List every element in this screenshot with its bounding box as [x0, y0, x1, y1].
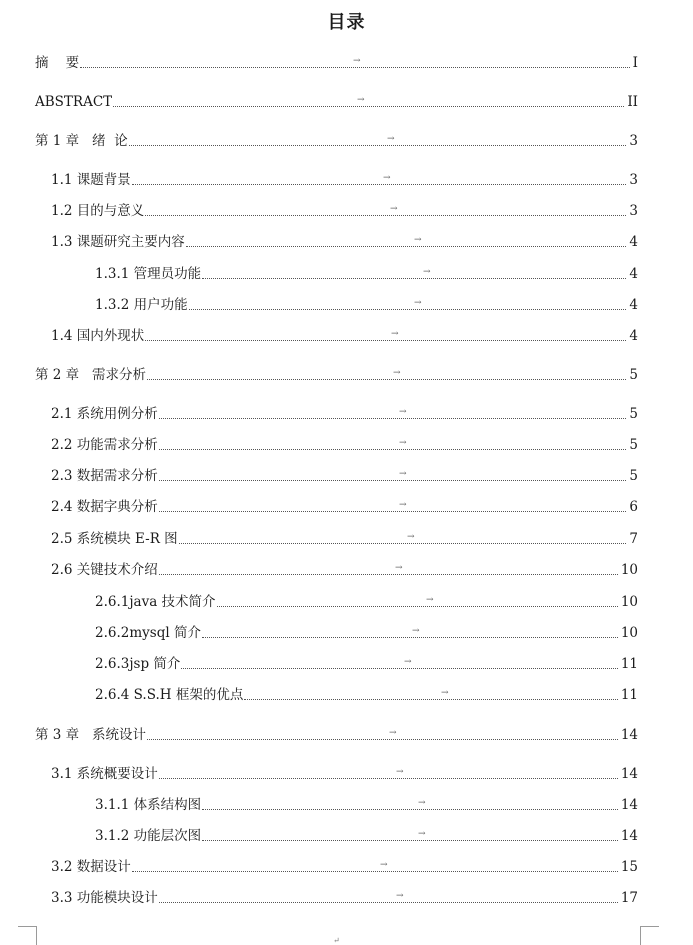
toc-entry-label: 3.2 数据设计	[51, 859, 131, 875]
toc-entry-label: 第 3 章 系统设计	[35, 727, 147, 743]
dotted-leader	[147, 379, 632, 380]
toc-entry-page-number: 14	[620, 828, 638, 844]
toc-entry-page-number: 15	[620, 859, 638, 875]
toc-entry-label: 2.2 功能需求分析	[51, 437, 158, 453]
toc-entry-page-number: 4	[629, 297, 638, 313]
toc-entry[interactable]	[0, 685, 693, 705]
toc-entry[interactable]	[0, 764, 693, 784]
toc-entry[interactable]	[0, 654, 693, 674]
toc-entry-label: 1.2 目的与意义	[51, 203, 145, 219]
dotted-leader	[189, 309, 632, 310]
toc-entry-label: 2.1 系统用例分析	[51, 406, 158, 422]
dotted-leader	[244, 699, 632, 700]
tab-mark-icon: →	[380, 860, 388, 870]
dotted-leader	[132, 184, 632, 185]
toc-entry-page-number: 11	[620, 656, 638, 672]
tab-mark-icon: →	[383, 173, 391, 183]
toc-entry[interactable]	[0, 131, 693, 151]
toc-entry-page-number: 4	[629, 266, 638, 282]
toc-entry[interactable]	[0, 264, 693, 284]
toc-entry[interactable]	[0, 326, 693, 346]
toc-entry-page-number: 5	[629, 367, 638, 383]
toc-entry-page-number: 10	[620, 594, 638, 610]
toc-entry[interactable]	[0, 170, 693, 190]
toc-entry-label: 1.4 国内外现状	[51, 328, 145, 344]
toc-entry[interactable]	[0, 888, 693, 908]
tab-mark-icon: →	[399, 438, 407, 448]
toc-entry[interactable]	[0, 295, 693, 315]
toc-entry-label: 第 1 章 绪 论	[35, 133, 128, 149]
tab-mark-icon: →	[426, 595, 434, 605]
toc-entry-label: 3.1 系统概要设计	[51, 766, 158, 782]
toc-entry-label: 1.3.1 管理员功能	[95, 266, 202, 282]
toc-entry-label: 3.1.2 功能层次图	[95, 828, 202, 844]
toc-entry[interactable]	[0, 404, 693, 424]
toc-entry-label: 2.6.4 S.S.H 框架的优点	[95, 687, 244, 703]
toc-entry[interactable]	[0, 592, 693, 612]
toc-entry[interactable]	[0, 53, 693, 73]
toc-entry-label: 第 2 章 需求分析	[35, 367, 147, 383]
toc-entry-label: 2.4 数据字典分析	[51, 499, 158, 515]
toc-entry-page-number: 11	[620, 687, 638, 703]
toc-entry[interactable]	[0, 232, 693, 252]
toc-entry[interactable]	[0, 795, 693, 815]
tab-mark-icon: →	[399, 407, 407, 417]
toc-entry[interactable]	[0, 201, 693, 221]
dotted-leader	[145, 215, 632, 216]
toc-entry-label: 3.1.1 体系结构图	[95, 797, 202, 813]
toc-entry-page-number: 14	[620, 727, 638, 743]
toc-entry-page-number: 5	[629, 468, 638, 484]
tab-mark-icon: →	[396, 767, 404, 777]
dotted-leader	[159, 449, 632, 450]
toc-entry-page-number: 10	[620, 562, 638, 578]
tab-mark-icon: →	[387, 134, 395, 144]
toc-entry[interactable]	[0, 497, 693, 517]
toc-entry-page-number: 4	[629, 328, 638, 344]
toc-entry-page-number: 14	[620, 797, 638, 813]
dotted-leader	[159, 418, 632, 419]
tab-mark-icon: →	[407, 532, 415, 542]
tab-mark-icon: →	[391, 329, 399, 339]
dotted-leader	[159, 480, 632, 481]
tab-mark-icon: →	[412, 626, 420, 636]
tab-mark-icon: →	[418, 829, 426, 839]
toc-entry-page-number: 6	[629, 499, 638, 515]
toc-entry-page-number: II	[627, 94, 638, 110]
toc-entry-page-number: 3	[629, 203, 638, 219]
toc-entry-label: 2.5 系统模块 E-R 图	[51, 531, 178, 547]
dotted-leader	[217, 606, 632, 607]
toc-entry[interactable]	[0, 857, 693, 877]
tab-mark-icon: →	[414, 235, 422, 245]
toc-entry-page-number: 7	[629, 531, 638, 547]
toc-entry-label: 2.6.1java 技术简介	[95, 594, 216, 610]
tab-mark-icon: →	[399, 469, 407, 479]
toc-entry-page-number: 5	[629, 437, 638, 453]
toc-entry-page-number: I	[632, 55, 638, 71]
dotted-leader	[129, 145, 632, 146]
page-corner-mark-left	[18, 926, 37, 945]
toc-entry[interactable]	[0, 826, 693, 846]
tab-mark-icon: →	[423, 267, 431, 277]
tab-mark-icon: →	[395, 563, 403, 573]
dotted-leader	[202, 278, 632, 279]
toc-entry-page-number: 5	[629, 406, 638, 422]
tab-mark-icon: →	[389, 728, 397, 738]
toc-entry[interactable]	[0, 725, 693, 745]
toc-entry[interactable]	[0, 435, 693, 455]
dotted-leader	[145, 340, 632, 341]
toc-entry-label: 1.3 课题研究主要内容	[51, 234, 185, 250]
tab-mark-icon: →	[404, 657, 412, 667]
dotted-leader	[113, 106, 632, 107]
toc-entry[interactable]	[0, 466, 693, 486]
toc-entry-label: 2.6 关键技术介绍	[51, 562, 158, 578]
page-corner-mark-right	[640, 926, 659, 945]
toc-entry[interactable]	[0, 92, 693, 112]
tab-mark-icon: →	[393, 368, 401, 378]
tab-mark-icon: →	[353, 56, 361, 66]
dotted-leader	[159, 511, 632, 512]
paragraph-end-icon: ↵	[333, 936, 340, 945]
toc-entry-label: 2.6.2mysql 简介	[95, 625, 201, 641]
toc-entry-label: 摘 要	[35, 55, 80, 71]
toc-entry[interactable]	[0, 623, 693, 643]
toc-entry-label: 1.3.2 用户功能	[95, 297, 188, 313]
tab-mark-icon: →	[399, 500, 407, 510]
toc-entry-page-number: 3	[629, 133, 638, 149]
toc-entry-label: 2.6.3jsp 简介	[95, 656, 181, 672]
toc-entry-page-number: 3	[629, 172, 638, 188]
toc-entry-label: 3.3 功能模块设计	[51, 890, 158, 906]
toc-entry-page-number: 17	[620, 890, 638, 906]
dotted-leader	[179, 543, 632, 544]
tab-mark-icon: →	[441, 688, 449, 698]
toc-entry-label: ABSTRACT	[35, 94, 113, 110]
toc-title: 目录	[327, 12, 366, 33]
toc-entry[interactable]	[0, 529, 693, 549]
toc-entry[interactable]	[0, 365, 693, 385]
tab-mark-icon: →	[396, 891, 404, 901]
toc-entry-page-number: 10	[620, 625, 638, 641]
dotted-leader	[186, 246, 632, 247]
tab-mark-icon: →	[390, 204, 398, 214]
toc-entry-label: 2.3 数据需求分析	[51, 468, 158, 484]
tab-mark-icon: →	[418, 798, 426, 808]
tab-mark-icon: →	[414, 298, 422, 308]
toc-entry-page-number: 4	[629, 234, 638, 250]
toc-entry-page-number: 14	[620, 766, 638, 782]
toc-entry[interactable]	[0, 560, 693, 580]
toc-entry-label: 1.1 课题背景	[51, 172, 131, 188]
tab-mark-icon: →	[357, 95, 365, 105]
